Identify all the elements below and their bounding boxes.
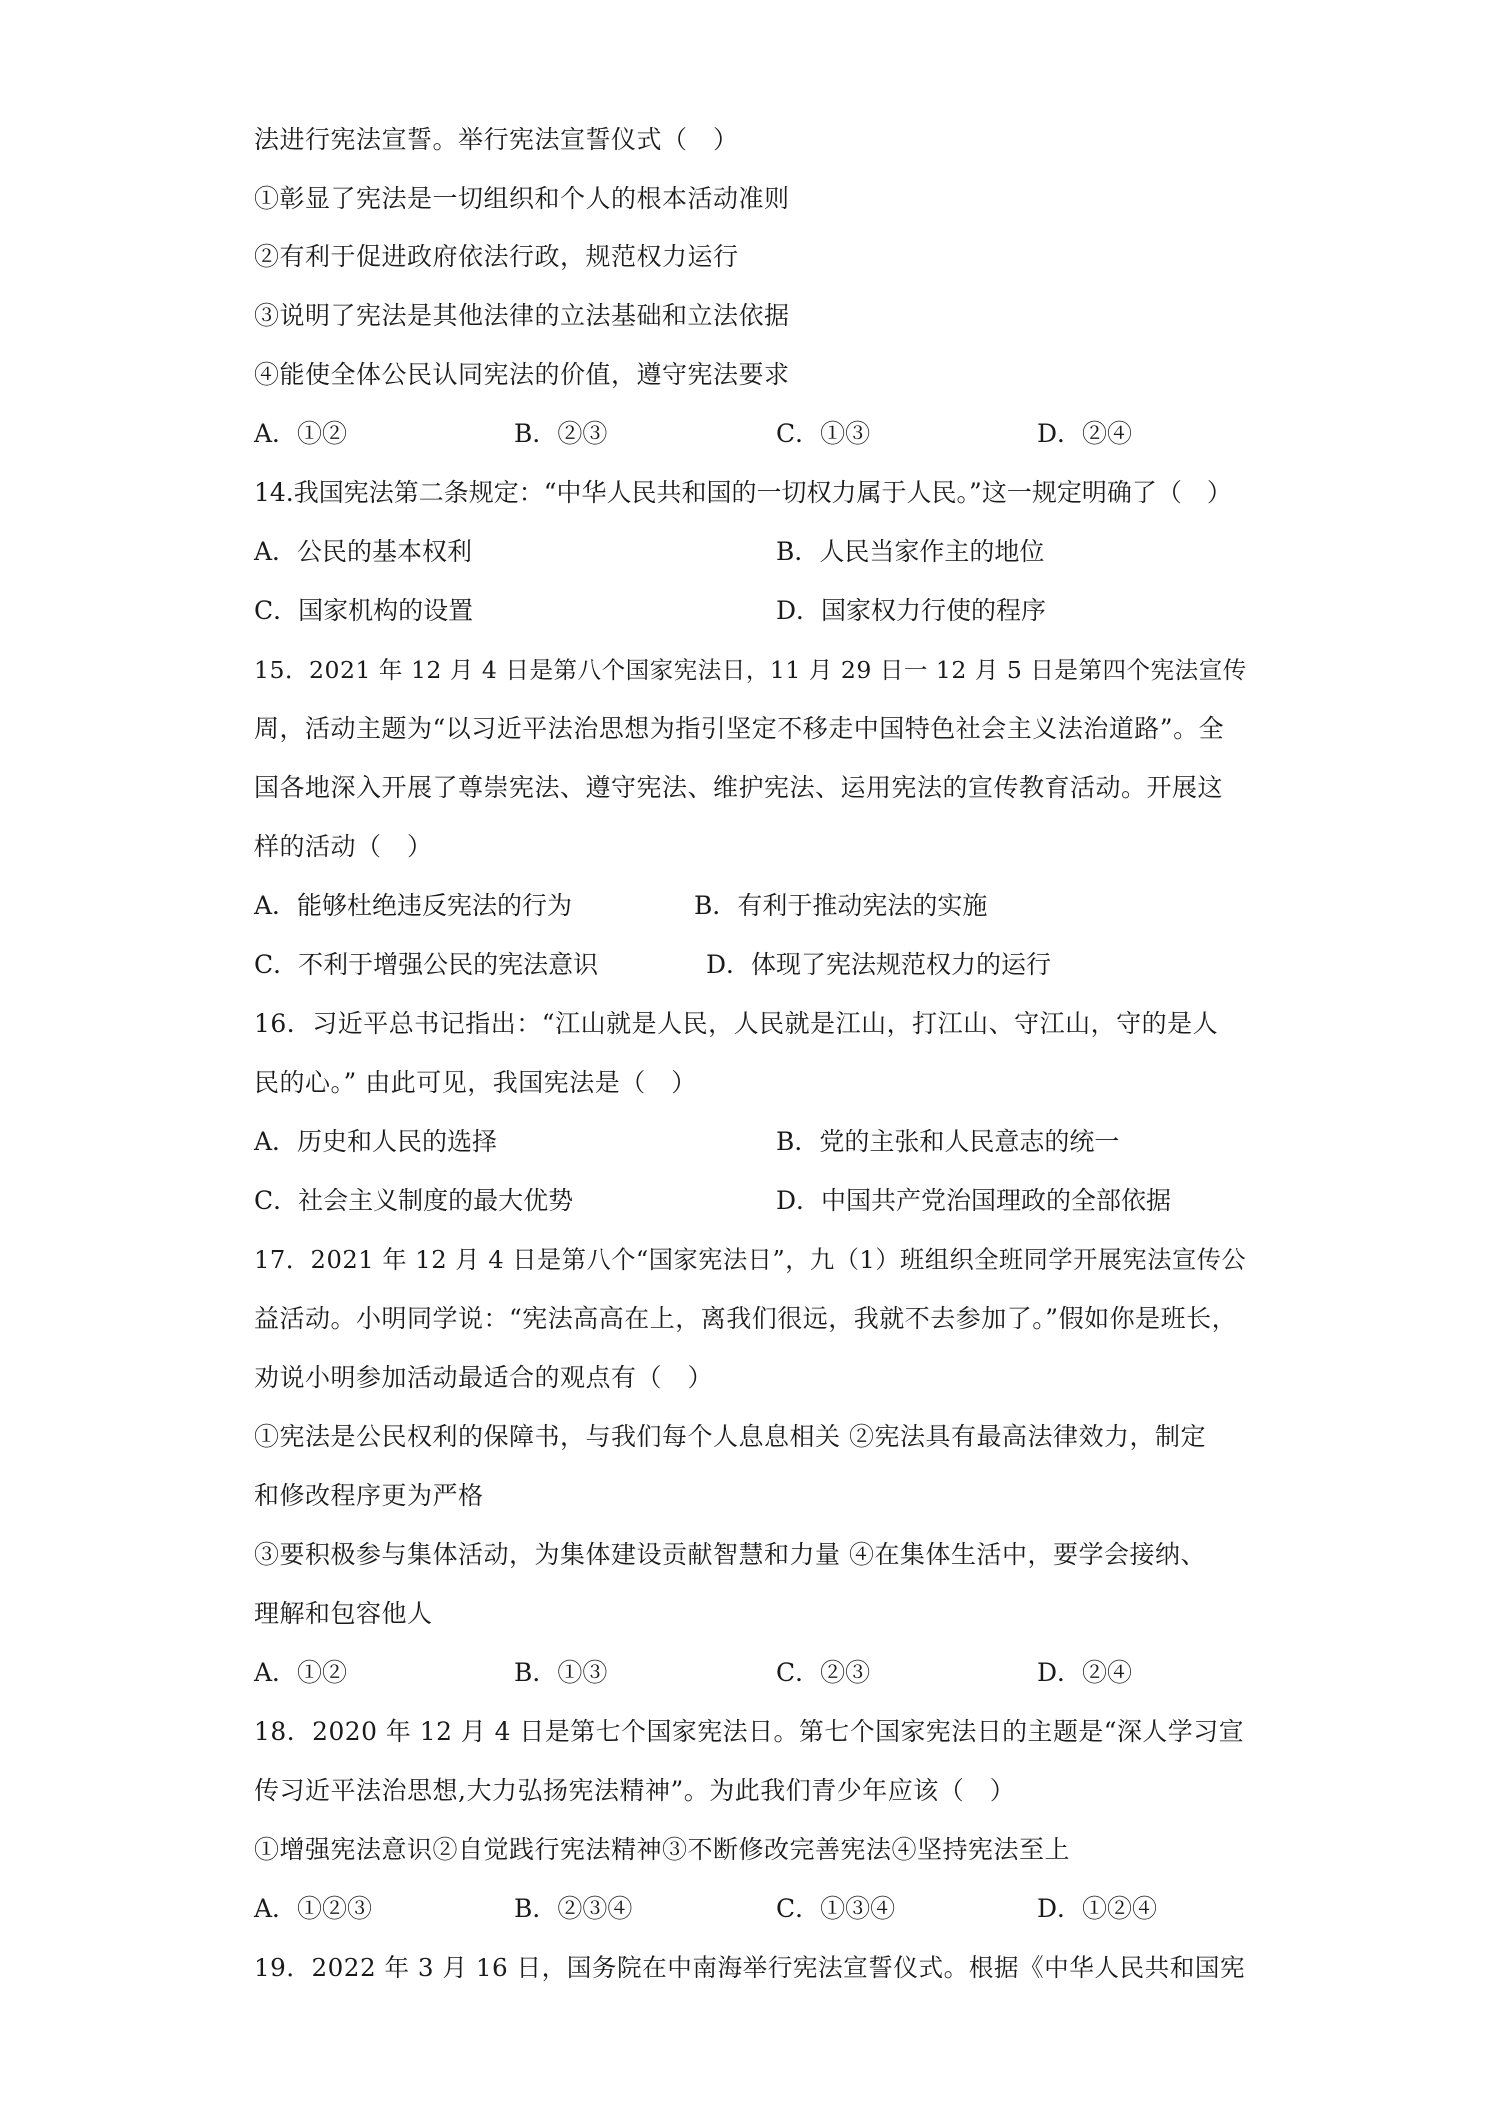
q16-stem-line-1: 16．习近平总书记指出：“江山就是人民，人民就是江山，打江山、守江山，守的是人 (254, 1009, 1219, 1038)
q17-option-d: D．②④ (1037, 1658, 1133, 1687)
q18-statements: ①增强宪法意识②自觉践行宪法精神③不断修改完善宪法④坚持宪法至上 (254, 1835, 1071, 1864)
q14-option-d: D．国家权力行使的程序 (776, 596, 1047, 625)
q17-stem-line-3: 劝说小明参加活动最适合的观点有（ ） (254, 1363, 714, 1392)
q18-option-b: B．②③④ (514, 1894, 633, 1923)
q17-option-c: C．②③ (776, 1658, 871, 1687)
q15-option-a: A．能够杜绝违反宪法的行为 (254, 891, 573, 920)
q13-statement-4: ④能使全体公民认同宪法的价值，遵守宪法要求 (254, 360, 790, 389)
q15-option-b: B．有利于推动宪法的实施 (694, 891, 988, 920)
q14-option-a: A．公民的基本权利 (254, 537, 473, 566)
q17-option-a: A．①② (254, 1658, 348, 1687)
q14-option-b: B．人民当家作主的地位 (776, 537, 1045, 566)
q13-option-a: A．①② (254, 419, 348, 448)
q17-statements-line-2: 和修改程序更为严格 (254, 1481, 484, 1510)
q18-option-a: A．①②③ (254, 1894, 373, 1923)
q19-stem-line-1: 19．2022 年 3 月 16 日，国务院在中南海举行宪法宣誓仪式。根据《中华人民共和国宪 (254, 1953, 1246, 1982)
q13-stem-tail: 法进行宪法宣誓。举行宪法宣誓仪式（ ） (254, 125, 739, 154)
q15-stem-line-2: 周，活动主题为“以习近平法治思想为指引坚定不移走中国特色社会主义法治道路”。全 (254, 714, 1225, 743)
q18-stem-line-1: 18．2020 年 12 月 4 日是第七个国家宪法日。第七个国家宪法日的主题是“深人学习宣 (254, 1717, 1245, 1746)
q13-statement-3: ③说明了宪法是其他法律的立法基础和立法依据 (254, 301, 790, 330)
q17-statements-line-1: ①宪法是公民权利的保障书，与我们每个人息息相关 ②宪法具有最高法律效力，制定 (254, 1422, 1206, 1451)
q15-stem-line-3: 国各地深入开展了尊崇宪法、遵守宪法、维护宪法、运用宪法的宣传教育活动。开展这 (254, 773, 1224, 802)
q17-option-b: B．①③ (514, 1658, 608, 1687)
q13-option-b: B．②③ (514, 419, 608, 448)
q16-option-a: A．历史和人民的选择 (254, 1127, 498, 1156)
q16-option-c: C．社会主义制度的最大优势 (254, 1186, 574, 1215)
q18-option-c: C．①③④ (776, 1894, 896, 1923)
q15-stem-line-1: 15．2021 年 12 月 4 日是第八个国家宪法日，11 月 29 日一 12 月 5 日是第四个宪法宣传 (254, 656, 1247, 684)
q16-stem-line-2: 民的心。” 由此可见，我国宪法是（ ） (254, 1068, 697, 1097)
q15-stem-line-4: 样的活动（ ） (254, 832, 433, 861)
q17-stem-line-1: 17．2021 年 12 月 4 日是第八个“国家宪法日”，九（1）班组织全班同学开展宪法宣传公 (254, 1246, 1247, 1274)
q13-statement-2: ②有利于促进政府依法行政，规范权力运行 (254, 242, 739, 271)
q15-option-d: D．体现了宪法规范权力的运行 (706, 950, 1052, 979)
q16-option-b: B．党的主张和人民意志的统一 (776, 1127, 1120, 1156)
q13-statement-1: ①彰显了宪法是一切组织和个人的根本活动准则 (254, 184, 790, 213)
q15-option-c: C．不利于增强公民的宪法意识 (254, 950, 599, 979)
q13-option-c: C．①③ (776, 419, 871, 448)
q14-stem: 14.我国宪法第二条规定：“中华人民共和国的一切权力属于人民。”这一规定明确了（ ） (254, 478, 1232, 507)
q17-statements-line-4: 理解和包容他人 (254, 1599, 433, 1628)
q14-option-c: C．国家机构的设置 (254, 596, 474, 625)
q13-option-d: D．②④ (1037, 419, 1133, 448)
q18-option-d: D．①②④ (1037, 1894, 1158, 1923)
q18-stem-line-2: 传习近平法治思想,大力弘扬宪法精神”。为此我们青少年应该（ ） (254, 1776, 1016, 1805)
q17-statements-line-3: ③要积极参与集体活动，为集体建设贡献智慧和力量 ④在集体生活中，要学会接纳、 (254, 1540, 1206, 1569)
q16-option-d: D．中国共产党治国理政的全部依据 (776, 1186, 1172, 1215)
q17-stem-line-2: 益活动。小明同学说：“宪法高高在上，离我们很远，我就不去参加了。”假如你是班长， (254, 1304, 1238, 1333)
